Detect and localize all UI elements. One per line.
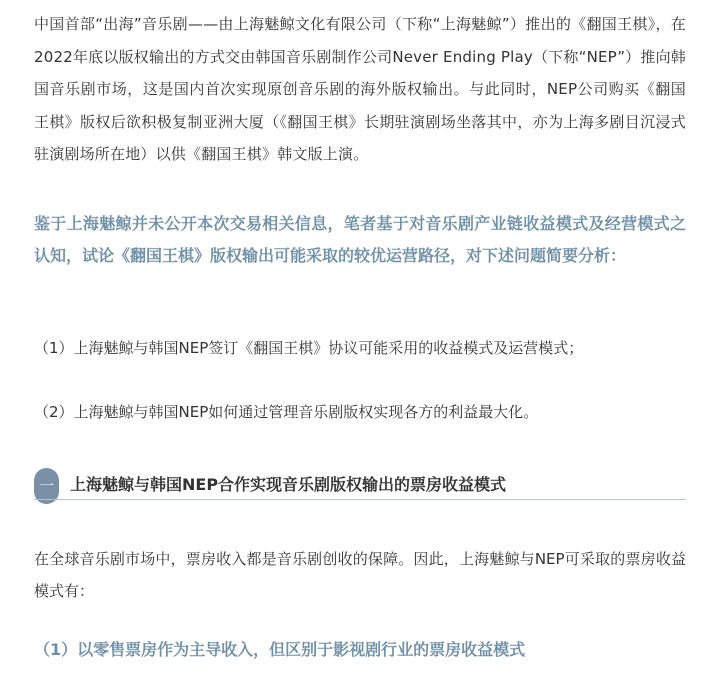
section-divider bbox=[34, 499, 686, 500]
question-2: （2）上海魅鲸与韩国NEP如何通过管理音乐剧版权实现各方的利益最大化。 bbox=[34, 403, 539, 421]
section-number-badge: 一 bbox=[34, 468, 59, 504]
section-paragraph: 在全球音乐剧市场中，票房收入都是音乐剧创收的保障。因此，上海魅鲸与NEP可采取的票房收益模式有： bbox=[34, 550, 686, 600]
question-1: （1）上海魅鲸与韩国NEP签订《翻国王棋》协议可能采用的收益模式及运营模式； bbox=[34, 339, 584, 357]
subheading: （1）以零售票房作为主导收入，但区别于影视剧行业的票房收益模式 bbox=[34, 640, 526, 659]
intro-paragraph: 中国首部“出海”音乐剧——由上海魅鲸文化有限公司（下称“上海魅鲸”）推出的《翻国王棋》，在2022年底以版权输出的方式交由韩国音乐剧制作公司Never Ending Play（下称“NEP”）推向韩国音乐剧市场，这是国内首次实现原创音乐剧的海外版权输出。与此同时，NEP公司购买《翻国王棋》版权后欲积极复制亚洲大厦（《翻国王棋》长期驻演剧场坐落其中，亦为上海多剧目沉浸式驻演剧场所在地）以供《翻国王棋》韩文版上演。 bbox=[34, 15, 686, 163]
section-header bbox=[34, 468, 686, 504]
highlight-paragraph: 鉴于上海魅鲸并未公开本次交易相关信息，笔者基于对音乐剧产业链收益模式及经营模式之认知，试论《翻国王棋》版权输出可能采取的较优运营路径，对下述问题简要分析： bbox=[34, 214, 686, 265]
section-title: 上海魅鲸与韩国NEP合作实现音乐剧版权输出的票房收益模式 bbox=[70, 475, 507, 494]
